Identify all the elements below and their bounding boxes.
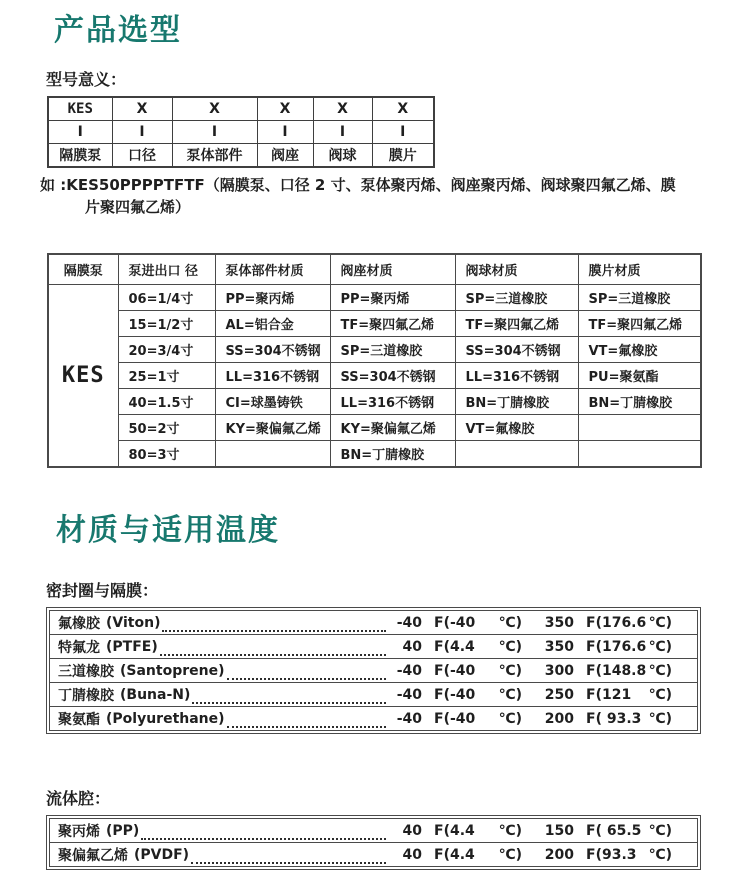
table-cell: LL=316不锈钢 [215, 362, 330, 388]
max-temp-f: 250 [544, 686, 574, 703]
section-title-materials: 材质与适用温度 [56, 512, 280, 548]
dot-leader [227, 662, 387, 680]
seal-temperature-table [46, 607, 701, 734]
dot-leader [191, 846, 386, 864]
table-cell: SP=三道橡胶 [330, 336, 455, 362]
table-cell: PP=聚丙烯 [330, 284, 455, 310]
table-cell: VT=氟橡胶 [578, 336, 701, 362]
max-temp-c-value: F( 93.3 [586, 710, 642, 727]
celsius-unit: ℃) [648, 710, 672, 727]
table-cell: PP=聚丙烯 [215, 284, 330, 310]
min-temp-f: -40 [396, 662, 422, 679]
fluid-temperature-table [46, 815, 701, 870]
max-temp-c-value: F(176.6 [586, 614, 647, 631]
max-temp-c [586, 711, 672, 727]
example-line-1: 如 :KES50PPPPTFTF（隔膜泵、口径 2 寸、泵体聚丙烯、阀座聚丙烯、阀球聚四氟乙烯、膜 [40, 175, 676, 194]
celsius-unit: ℃) [648, 614, 672, 631]
max-temp-c-value: F(93.3 [586, 846, 637, 863]
celsius-unit: ℃) [648, 638, 672, 655]
table-row [48, 388, 701, 414]
table-row [48, 414, 701, 440]
dot-leader [192, 686, 386, 704]
table-cell: CI=球墨铸铁 [215, 388, 330, 414]
table-cell: TF=聚四氟乙烯 [578, 310, 701, 336]
example-line-2: 片聚四氟乙烯） [85, 198, 191, 216]
material-name-cn: 聚偏氟乙烯 [58, 847, 128, 864]
table-cell: I [48, 120, 112, 143]
temp-row [50, 819, 697, 843]
dot-leader [227, 710, 386, 728]
table-cell: TF=聚四氟乙烯 [455, 310, 578, 336]
min-temp-c [434, 711, 522, 727]
model-code-table [47, 96, 435, 168]
min-temp-c [434, 687, 522, 703]
max-temp-c-value: F(121 [586, 686, 632, 703]
celsius-unit: ℃) [498, 662, 522, 679]
table-cell: 06=1/4寸 [118, 284, 215, 310]
table-cell: I [313, 120, 372, 143]
table-body [49, 610, 698, 731]
min-temp-c-value: F(4.4 [434, 846, 475, 863]
material-name-cn: 聚氨酯 [58, 711, 100, 728]
material-name-en: (Buna-N) [120, 686, 191, 703]
material-name-cn: 聚丙烯 [58, 823, 100, 840]
celsius-unit: ℃) [648, 822, 672, 839]
min-temp-c [434, 639, 522, 655]
table-row [48, 440, 701, 467]
min-temp-c [434, 847, 522, 863]
model-meaning-label: 型号意义： [46, 69, 127, 89]
table-cell: 80=3寸 [118, 440, 215, 467]
material-name-en: (Polyurethane) [106, 710, 225, 727]
celsius-unit: ℃) [648, 686, 672, 703]
temp-row [50, 635, 697, 659]
max-temp-f: 200 [544, 710, 574, 727]
spacer [0, 734, 750, 768]
dot-leader [141, 822, 386, 840]
table-cell: 阀座 [257, 143, 313, 167]
max-temp-f: 300 [544, 662, 574, 679]
min-temp-f: -40 [396, 710, 422, 727]
table-cell: VT=氟橡胶 [455, 414, 578, 440]
table-cell: I [112, 120, 172, 143]
table-cell: LL=316不锈钢 [330, 388, 455, 414]
max-temp-f: 350 [544, 638, 574, 655]
max-temp-c [586, 615, 672, 631]
table-cell: X [313, 97, 372, 121]
max-temp-c-value: F( 65.5 [586, 822, 642, 839]
table-cell: SS=304不锈钢 [215, 336, 330, 362]
min-temp-f: -40 [396, 614, 422, 631]
table-cell: X [112, 97, 172, 121]
table-cell: BN=丁腈橡胶 [330, 440, 455, 467]
column-header: 阀球材质 [455, 254, 578, 285]
min-temp-c [434, 823, 522, 839]
min-temp-c [434, 663, 522, 679]
column-header: 隔膜泵 [48, 254, 118, 285]
table-cell: I [372, 120, 434, 143]
celsius-unit: ℃) [498, 710, 522, 727]
max-temp-c-value: F(176.6 [586, 638, 647, 655]
celsius-unit: ℃) [498, 614, 522, 631]
max-temp-c [586, 847, 672, 863]
min-temp-c-value: F(-40 [434, 710, 476, 727]
temp-row [50, 683, 697, 707]
max-temp-f: 150 [544, 822, 574, 839]
table-cell: BN=丁腈橡胶 [578, 388, 701, 414]
min-temp-c-value: F(-40 [434, 662, 476, 679]
table-cell: SP=三道橡胶 [455, 284, 578, 310]
table-cell: 膜片 [372, 143, 434, 167]
min-temp-f: 40 [402, 638, 422, 655]
table-row [48, 97, 434, 121]
material-name-en: (PTFE) [106, 638, 158, 655]
table-body [49, 818, 698, 867]
temp-row [50, 843, 697, 866]
material-name-en: (PP) [106, 822, 140, 839]
pump-series-cell: KES [48, 284, 118, 467]
material-name-en: (PVDF) [134, 846, 190, 863]
table-cell: KES [48, 97, 112, 121]
celsius-unit: ℃) [648, 662, 672, 679]
table-cell: X [257, 97, 313, 121]
min-temp-c-value: F(-40 [434, 614, 476, 631]
max-temp-c-value: F(148.8 [586, 662, 647, 679]
temp-row [50, 611, 697, 635]
dot-leader [160, 638, 386, 656]
fluid-chamber-label: 流体腔： [46, 789, 111, 808]
table-row [48, 143, 434, 167]
min-temp-f: -40 [396, 686, 422, 703]
min-temp-c-value: F(-40 [434, 686, 476, 703]
table-cell: X [372, 97, 434, 121]
table-cell [455, 440, 578, 467]
min-temp-c-value: F(4.4 [434, 822, 475, 839]
min-temp-f: 40 [402, 822, 422, 839]
celsius-unit: ℃) [498, 638, 522, 655]
temp-row [50, 707, 697, 730]
table-cell: TF=聚四氟乙烯 [330, 310, 455, 336]
table-cell: SS=304不锈钢 [330, 362, 455, 388]
table-cell: 口径 [112, 143, 172, 167]
table-cell: 40=1.5寸 [118, 388, 215, 414]
celsius-unit: ℃) [648, 846, 672, 863]
table-cell [215, 440, 330, 467]
table-cell: 阀球 [313, 143, 372, 167]
table-row [48, 310, 701, 336]
model-example [40, 174, 750, 219]
table-header-row [48, 254, 701, 285]
column-header: 泵体部件材质 [215, 254, 330, 285]
material-name-en: (Viton) [106, 614, 161, 631]
table-row [48, 120, 434, 143]
table-cell: 20=3/4寸 [118, 336, 215, 362]
table-cell [578, 414, 701, 440]
material-name-cn: 丁腈橡胶 [58, 687, 114, 704]
table-cell: KY=聚偏氟乙烯 [215, 414, 330, 440]
table-cell: PU=聚氨酯 [578, 362, 701, 388]
seal-diaphragm-label: 密封圈与隔膜： [46, 581, 159, 600]
table-cell: SS=304不锈钢 [455, 336, 578, 362]
dot-leader [162, 614, 386, 632]
column-header: 阀座材质 [330, 254, 455, 285]
table-cell: I [172, 120, 257, 143]
table-cell: 25=1寸 [118, 362, 215, 388]
max-temp-f: 200 [544, 846, 574, 863]
table-cell: SP=三道橡胶 [578, 284, 701, 310]
table-cell: LL=316不锈钢 [455, 362, 578, 388]
table-cell: 50=2寸 [118, 414, 215, 440]
celsius-unit: ℃) [498, 686, 522, 703]
table-cell [578, 440, 701, 467]
max-temp-c [586, 663, 672, 679]
table-cell: BN=丁腈橡胶 [455, 388, 578, 414]
max-temp-c [586, 823, 672, 839]
page-title: 产品选型 [54, 13, 182, 48]
max-temp-c [586, 639, 672, 655]
table-row [48, 284, 701, 310]
material-name-en: (Santoprene) [120, 662, 225, 679]
material-name-cn: 氟橡胶 [58, 615, 100, 632]
column-header: 膜片材质 [578, 254, 701, 285]
table-cell: 泵体部件 [172, 143, 257, 167]
column-header: 泵进出口 径 [118, 254, 215, 285]
celsius-unit: ℃) [498, 822, 522, 839]
max-temp-c [586, 687, 672, 703]
max-temp-f: 350 [544, 614, 574, 631]
table-cell: KY=聚偏氟乙烯 [330, 414, 455, 440]
table-cell: 15=1/2寸 [118, 310, 215, 336]
table-cell: I [257, 120, 313, 143]
table-cell: X [172, 97, 257, 121]
material-selection-table [47, 253, 702, 468]
temp-row [50, 659, 697, 683]
table-row [48, 336, 701, 362]
table-cell: AL=铝合金 [215, 310, 330, 336]
table-row [48, 362, 701, 388]
min-temp-c-value: F(4.4 [434, 638, 475, 655]
min-temp-c [434, 615, 522, 631]
table-cell: 隔膜泵 [48, 143, 112, 167]
min-temp-f: 40 [402, 846, 422, 863]
material-name-cn: 三道橡胶 [58, 663, 114, 680]
celsius-unit: ℃) [498, 846, 522, 863]
material-name-cn: 特氟龙 [58, 639, 100, 656]
